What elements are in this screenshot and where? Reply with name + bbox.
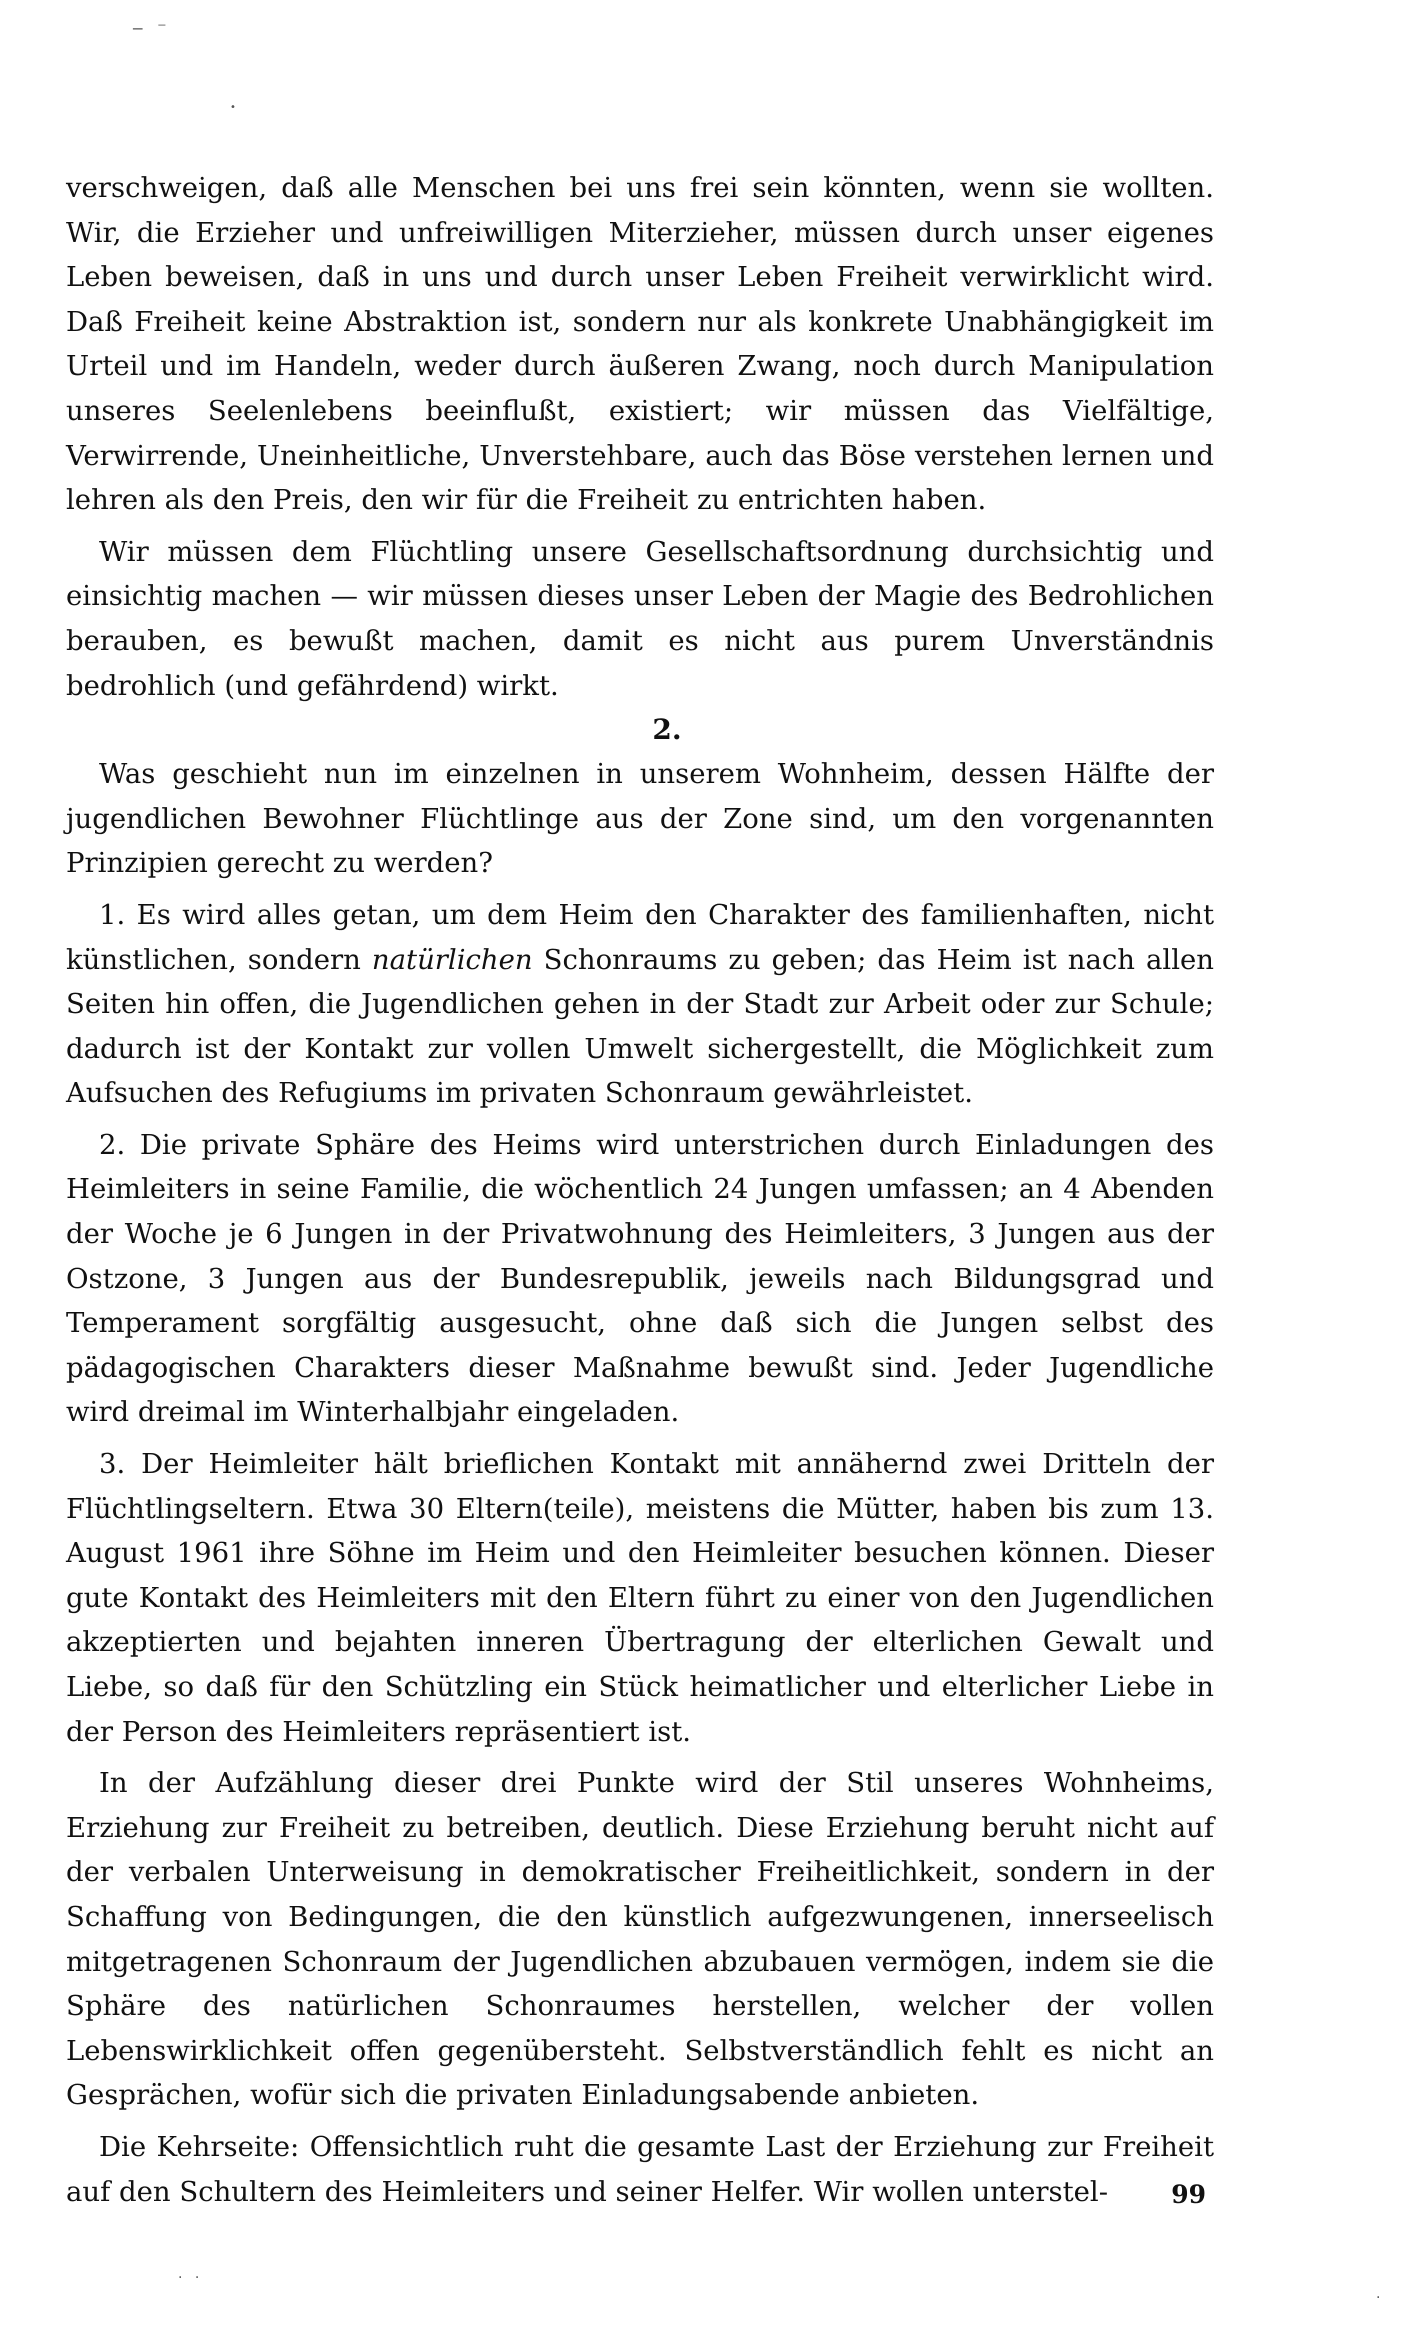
scan-artifact-dot: • — [230, 102, 240, 113]
page-number: 99 — [1171, 2180, 1206, 2209]
paragraph-point-3: 3. Der Heimleiter hält brieflichen Kontakt mit annähernd zwei Dritteln der Flüchtlingseltern. Etwa 30 Eltern(teile), meistens die Mütter, haben bis zum 13. August 1961 ihre Söhne im Heim und den Heimleiter besuchen können. Dieser gute Kontakt des Heimleiters mit den Eltern führt zu einer von den Jugendlichen akzeptierten und bejahten inneren Übertragung der elterlichen Gewalt und Liebe, so daß für den Schützling ein Stück heimatlicher und elterlicher Liebe in der Person des Heimleiters repräsentiert ist. — [66, 1448, 1214, 1748]
section-heading: 2. — [652, 713, 682, 747]
paragraph-point-1-before-italic: 1. Es wird alles getan, um dem Heim den Charakter des familienhaften, nicht künstlichen, sondern — [66, 898, 1214, 976]
paragraph-point-1-after-italic: Schonraums zu geben; das Heim ist nach allen Seiten hin offen, die Jugendlichen gehen in der Stadt zur Arbeit oder zur Schule; dadurch ist der Kontakt zur vollen Umwelt sichergestellt, die Möglichkeit zum Aufsuchen des Refugiums im privaten Schonraum gewährleistet. — [66, 943, 1214, 1110]
scan-artifact-bottom-left: · · — [178, 2270, 204, 2286]
paragraph-point-1 — [66, 893, 1214, 1116]
paragraph-education-style: In der Aufzählung dieser drei Punkte wird der Stil unseres Wohnheims, Erziehung zur Freiheit zu betreiben, deutlich. Diese Erziehung beruht nicht auf der verbalen Unterweisung in demokratischer Freiheitlichkeit, sondern in der Schaffung von Bedingungen, die den künstlich aufgezwungenen, innerseelisch mitgetragenen Schonraum der Jugendlichen abzubauen vermögen, indem sie die Sphäre des natürlichen Schonraumes herstellen, welcher der vollen Lebenswirklichkeit offen gegenübersteht. Selbstverständlich fehlt es nicht an Gesprächen, wofür sich die privaten Einladungsabende anbieten. — [66, 1767, 1214, 2112]
scan-artifact-top: ‒ ⁻ — [132, 18, 171, 39]
paragraph-refugee-society: Wir müssen dem Flüchtling unsere Gesellschaftsordnung durchsichtig und einsichtig machen — wir müssen dieses unser Leben der Magie des Bedrohlichen berauben, es bewußt machen, damit es nicht aus purem Unverständnis bedrohlich (und gefährdend) wirkt. — [66, 535, 1214, 702]
paragraph-freedom-preface: verschweigen, daß alle Menschen bei uns frei sein könnten, wenn sie wollten. Wir, die Erzieher und unfreiwilligen Miterzieher, müssen durch unser eigenes Leben beweisen, daß in uns und durch unser Leben Freiheit verwirklicht wird. Daß Freiheit keine Abstraktion ist, sondern nur als konkrete Unabhängigkeit im Urteil und im Handeln, weder durch äußeren Zwang, noch durch Manipulation unseres Seelenlebens beeinflußt, existiert; wir müssen das Vielfältige, Verwirrende, Uneinheitliche, Unverstehbare, auch das Böse verstehen lernen und lehren als den Preis, den wir für die Freiheit zu entrichten haben. — [66, 172, 1214, 517]
paragraph-point-2: 2. Die private Sphäre des Heims wird unterstrichen durch Einladungen des Heimleiters in seine Familie, die wöchentlich 24 Jungen umfassen; an 4 Abenden der Woche je 6 Jungen in der Privatwohnung des Heimleiters, 3 Jungen aus der Ostzone, 3 Jungen aus der Bundesrepublik, jeweils nach Bildungsgrad und Temperament sorgfältig ausgesucht, ohne daß sich die Jungen selbst des pädagogischen Charakters dieser Maßnahme bewußt sind. Jeder Jugendliche wird dreimal im Winterhalbjahr eingeladen. — [66, 1128, 1214, 1429]
emphasized-natural: natürlichen — [371, 943, 533, 976]
page-body — [66, 166, 1214, 2214]
paragraph-question: Was geschieht nun im einzelnen in unserem Wohnheim, dessen Hälfte der jugendlichen Bewohner Flüchtlinge aus der Zone sind, um den vorgenannten Prinzipien gerecht zu werden? — [66, 758, 1214, 880]
scan-artifact-bottom-right: · — [1376, 2290, 1385, 2306]
paragraph-reverse-side: Die Kehrseite: Offensichtlich ruht die gesamte Last der Erziehung zur Freiheit auf den Schultern des Heimleiters und seiner Helfer. Wir wollen unterstel- — [66, 2130, 1214, 2208]
